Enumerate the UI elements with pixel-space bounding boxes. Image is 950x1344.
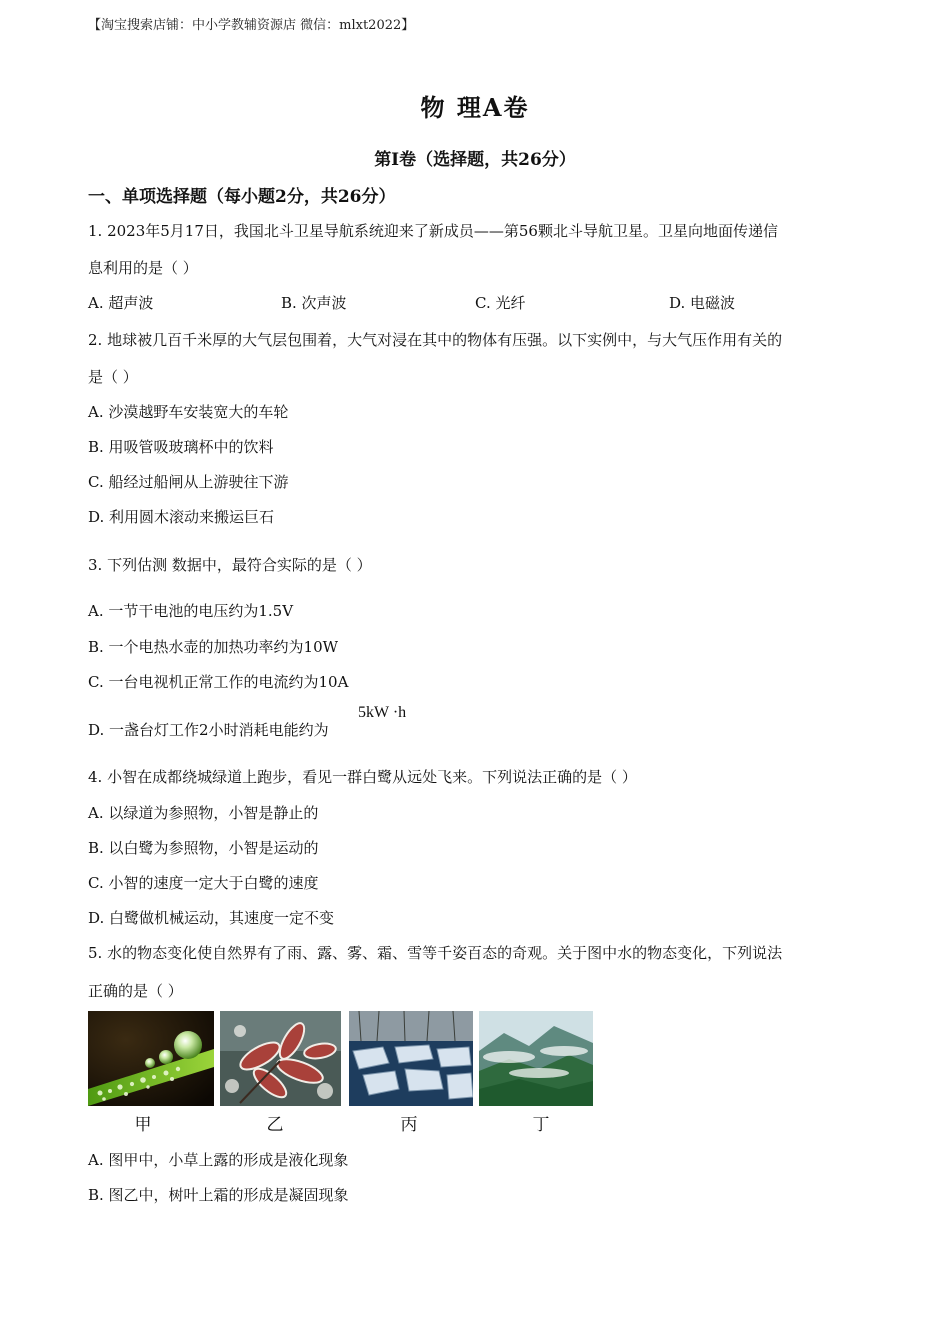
figure-caption-yi: 乙 (266, 1115, 284, 1135)
figure-caption-bing: 丙 (400, 1115, 418, 1135)
question-2-option-c: C. 船经过船闸从上游驶往下游 (88, 473, 289, 491)
question-2-option-a: A. 沙漠越野车安装宽大的车轮 (88, 403, 289, 421)
question-4-text: 4. 小智在成都绕城绿道上跑步，看见一群白鹭从远处飞来。下列说法正确的是（ ） (88, 768, 637, 786)
question-1-option-d: D. 电磁波 (669, 294, 736, 312)
question-3-formula: 5kW ·h (358, 704, 407, 721)
question-2-option-d: D. 利用圆木滚动来搬运巨石 (88, 508, 275, 526)
question-5-text-line2: 正确的是（ ） (88, 982, 183, 1000)
question-1-option-b: B. 次声波 (281, 294, 347, 312)
question-3-option-c: C. 一台电视机正常工作的电流约为10A (88, 673, 349, 691)
figure-frost-on-leaves (220, 1011, 341, 1106)
question-1-text-line2: 息利用的是（ ） (88, 259, 198, 277)
question-4-option-b: B. 以白鹭为参照物，小智是运动的 (88, 839, 319, 857)
question-4-option-c: C. 小智的速度一定大于白鹭的速度 (88, 874, 319, 892)
question-5-option-a: A. 图甲中，小草上露的形成是液化现象 (88, 1151, 349, 1169)
question-2-text-line2: 是（ ） (88, 368, 138, 386)
figure-mist-over-mountains (479, 1011, 593, 1106)
header-note: 【淘宝搜索店铺：中小学教辅资源店 微信：mlxt2022】 (88, 18, 415, 33)
figure-dew-on-grass (88, 1011, 214, 1106)
question-5-text-line1: 5. 水的物态变化使自然界有了雨、露、雾、霜、雪等千姿百态的奇观。关于图中水的物态变化，下列说法 (88, 944, 783, 962)
question-1-option-a: A. 超声波 (88, 294, 154, 312)
question-4-option-a: A. 以绿道为参照物，小智是静止的 (88, 804, 319, 822)
question-1-text-line1: 1. 2023年5月17日，我国北斗卫星导航系统迎来了新成员——第56颗北斗导航卫星。卫星向地面传递信 (88, 222, 778, 240)
question-2-option-b: B. 用吸管吸玻璃杯中的饮料 (88, 438, 274, 456)
question-4-option-d: D. 白鹭做机械运动，其速度一定不变 (88, 909, 335, 927)
question-3-option-b: B. 一个电热水壶的加热功率约为10W (88, 638, 339, 656)
question-3-text: 3. 下列估测 数据中，最符合实际的是（ ） (88, 556, 372, 574)
figure-ice-on-water (349, 1011, 473, 1106)
question-2-text-line1: 2. 地球被几百千米厚的大气层包围着，大气对浸在其中的物体有压强。以下实例中，与大气压作用有关的 (88, 331, 783, 349)
question-5-option-b: B. 图乙中，树叶上霜的形成是凝固现象 (88, 1186, 349, 1204)
question-1-option-c: C. 光纤 (475, 294, 526, 312)
question-3-option-d: D. 一盏台灯工作2小时消耗电能约为 (88, 721, 329, 739)
question-3-option-a: A. 一节干电池的电压约为1.5V (88, 602, 294, 620)
page-title: 物 理A卷 (420, 93, 530, 122)
part-subtitle: 第Ⅰ卷（选择题，共26分） (374, 150, 576, 170)
figure-caption-ding: 丁 (532, 1115, 550, 1135)
section-heading: 一、单项选择题（每小题2分，共26分） (88, 187, 396, 207)
figure-caption-jia: 甲 (134, 1115, 152, 1135)
